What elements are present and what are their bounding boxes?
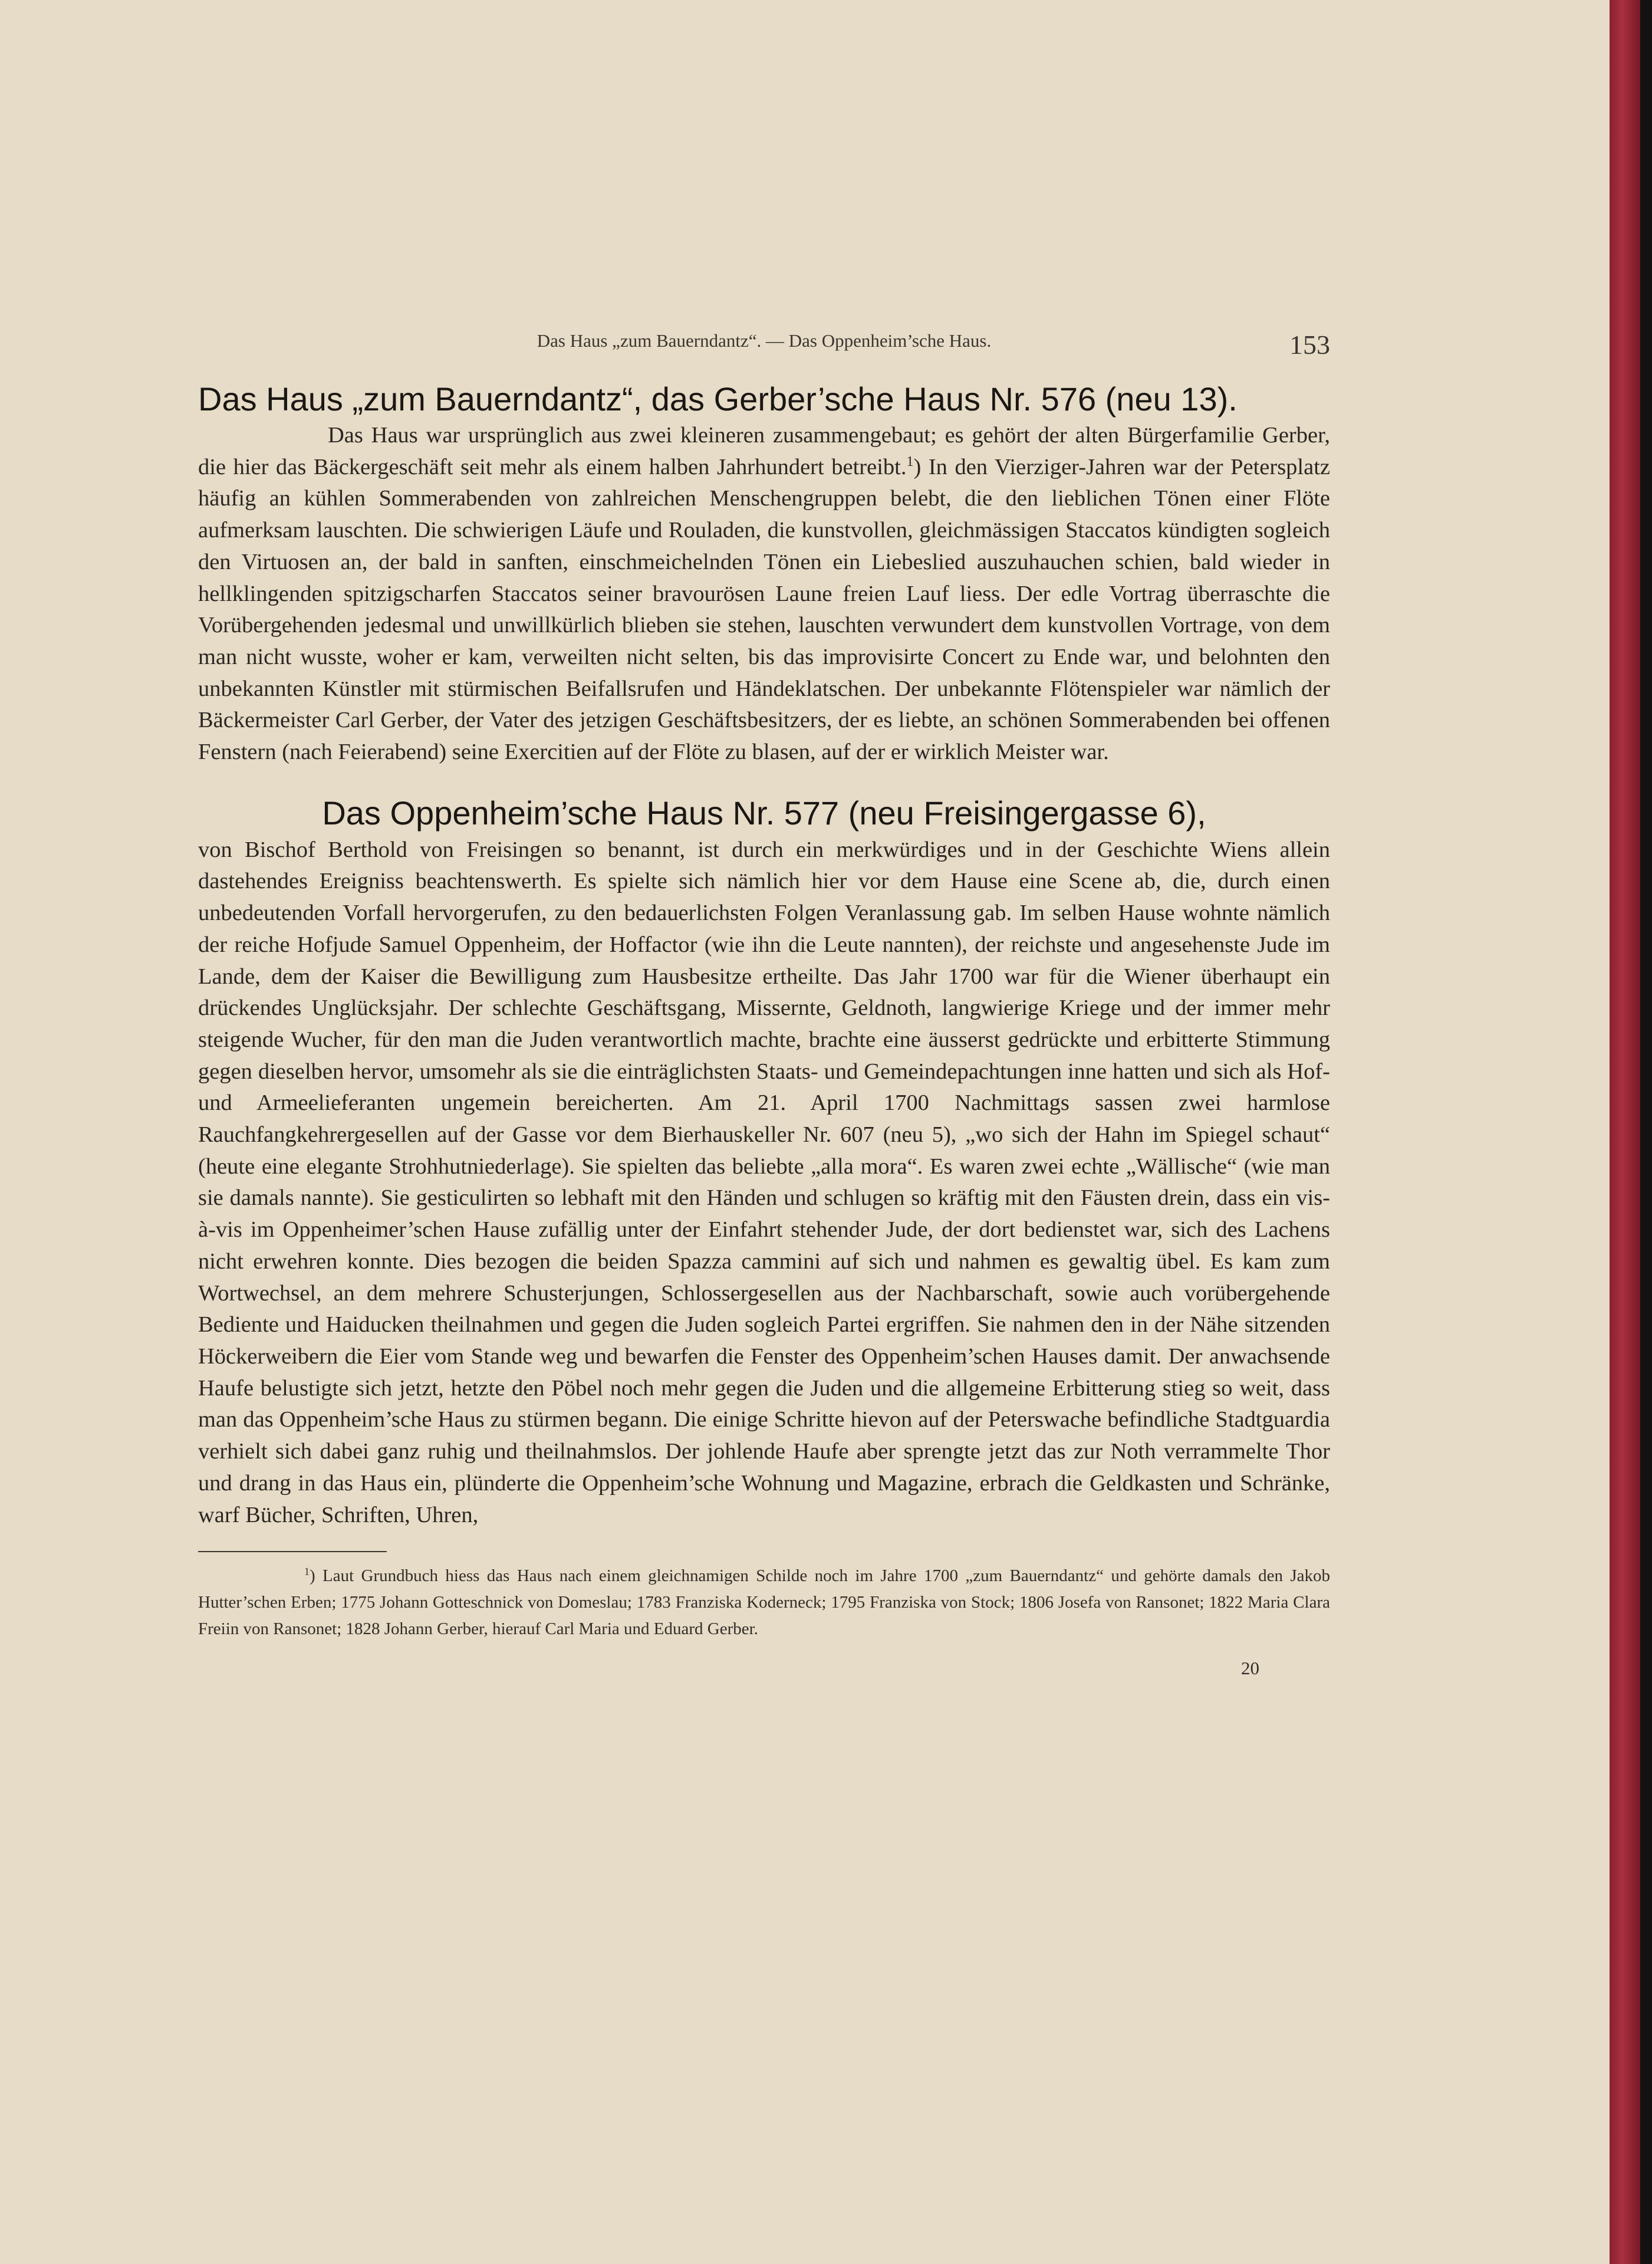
printer-signature: 20 — [1241, 1658, 1259, 1679]
footnote-mark: 1 — [304, 1565, 310, 1578]
scan-border — [1640, 0, 1652, 2264]
running-head-title: Das Haus „zum Bauerndantz“. — Das Oppenheim’sche Haus. — [537, 330, 992, 351]
running-head — [198, 330, 1330, 366]
footnote — [198, 1563, 1330, 1642]
body-text-part-a: Das Haus war ursprünglich aus zwei kleineren zusammengebaut; es gehört der alten Bürgerfamilie Gerber, die hier das Bäckergeschäft seit mehr als einem halben Jahrhundert betreibt. — [198, 423, 1330, 479]
footnote-text: ) Laut Grundbuch hiess das Haus nach einem gleichnamigen Schilde noch im Jahre 1700 „zum Bauerndantz“ und gehörte damals den Jakob Hutter’schen Erben; 1775 Johann Gotteschnick von Domeslau; 1783 Franziska Koderneck; 1795 Franziska von Stock; 1806 Josefa von Ransonet; 1822 Maria Clara Freiin von Ransonet; 1828 Johann Gerber, hierauf Carl Maria und Eduard Gerber. — [198, 1566, 1330, 1639]
body-text-part-b: ) In den Vierziger-Jahren war der Petersplatz häufig an kühlen Sommerabenden von zahlreichen Menschengruppen belebt, die den lieblichen Tönen einer Flöte aufmerksam lauschten. Die schwierigen Läufe und Rouladen, die kunstvollen, gleichmässigen Staccatos kündigten sogleich den Virtuosen an, der bald in sanften, einschmeichelnden Tönen ein Liebeslied auszuhauchen schien, bald wieder in hellklingenden spitzigscharfen Staccatos seiner bravourösen Laune freien Lauf liess. Der edle Vortrag überraschte die Vorübergehenden jedesmal und unwillkürlich blieben sie stehen, lauschten verwundert dem kunstvollen Vortrage, von dem man nicht wusste, woher er kam, verweilten nicht selten, bis das improvisirte Concert zu Ende war, und belohnten den unbekannten Künstler mit stürmischen Beifallsrufen und Händeklatschen. Der unbekannte Flötenspieler war nämlich der Bäckermeister Carl Gerber, der Vater des jetzigen Geschäftsbesitzers, der es liebte, an schönen Sommerabenden bei offenen Fenstern (nach Feierabend) seine Exercitien auf der Flöte zu blasen, auf der er wirklich Meister war. — [198, 454, 1330, 765]
section-heading-oppenheim: Das Oppenheim’sche Haus Nr. 577 (neu Freisingergasse 6), — [322, 794, 1206, 832]
page-number: 153 — [1289, 330, 1330, 360]
section-body-bauerndantz — [198, 420, 1330, 768]
footnote-reference: 1 — [906, 454, 914, 469]
book-edge — [1610, 0, 1640, 2264]
page-content — [198, 330, 1330, 1679]
section-heading-bauerndantz: Das Haus „zum Bauerndantz“, das Gerber’sche Haus Nr. 576 (neu 13). — [198, 380, 1238, 418]
section-body-oppenheim: von Bischof Berthold von Freisingen so benannt, ist durch ein merkwürdiges und in der Geschichte Wiens allein dastehendes Ereigniss beachtenswerth. Es spielte sich nämlich hier vor dem Hause eine Scene ab, die, durch einen unbedeutenden Vorfall hervorgerufen, zu den bedauerlichsten Folgen Veranlassung gab. Im selben Hause wohnte nämlich der reiche Hofjude Samuel Oppenheim, der Hoffactor (wie ihn die Leute nannten), der reichste und angesehenste Jude im Lande, dem der Kaiser die Bewilligung zum Hausbesitze ertheilte. Das Jahr 1700 war für die Wiener überhaupt ein drückendes Unglücksjahr. Der schlechte Geschäftsgang, Missernte, Geldnoth, langwierige Kriege und der immer mehr steigende Wucher, für den man die Juden verantwortlich machte, brachte eine äusserst gedrückte und erbitterte Stimmung gegen dieselben hervor, umsomehr als sie die einträglichsten Staats- und Gemeindepachtungen inne hatten und sich als Hof- und Armeelieferanten ungemein bereicherten. Am 21. April 1700 Nachmittags sassen zwei harmlose Rauchfangkehrergesellen auf der Gasse vor dem Bierhauskeller Nr. 607 (neu 5), „wo sich der Hahn im Spiegel schaut“ (heute eine elegante Strohhutniederlage). Sie spielten das beliebte „alla mora“. Es waren zwei echte „Wällische“ (wie man sie damals nannte). Sie gesticulirten so lebhaft mit den Händen und schlugen so kräftig mit den Fäusten drein, dass ein vis-à-vis im Oppenheimer’schen Hause zufällig unter der Einfahrt stehender Jude, der dort bedienstet war, sich des Lachens nicht erwehren konnte. Dies bezogen die beiden Spazza cammini auf sich und nahmen es gewaltig übel. Es kam zum Wortwechsel, an dem mehrere Schusterjungen, Schlossergesellen aus der Nachbarschaft, sowie auch vorübergehende Bediente und Haiducken theilnahmen und gegen die Juden sogleich Partei ergriffen. Sie nahmen den in der Nähe sitzenden Höckerweibern die Eier vom Stande weg und bewarfen die Fenster des Oppenheim’schen Hauses damit. Der anwachsende Haufe belustigte sich jetzt, hetzte den Pöbel noch mehr gegen die Juden und die allgemeine Erbitterung stieg so weit, dass man das Oppenheim’sche Haus zu stürmen begann. Die einige Schritte hievon auf der Peterswache befindliche Stadtguardia verhielt sich dabei ganz ruhig und theilnahmslos. Der johlende Haufe aber sprengte jetzt das zur Noth verrammelte Thor und drang in das Haus ein, plünderte die Oppenheim’sche Wohnung und Magazine, erbrach die Geldkasten und Schränke, warf Bücher, Schriften, Uhren, — [198, 837, 1330, 1527]
footnote-divider — [198, 1551, 387, 1552]
